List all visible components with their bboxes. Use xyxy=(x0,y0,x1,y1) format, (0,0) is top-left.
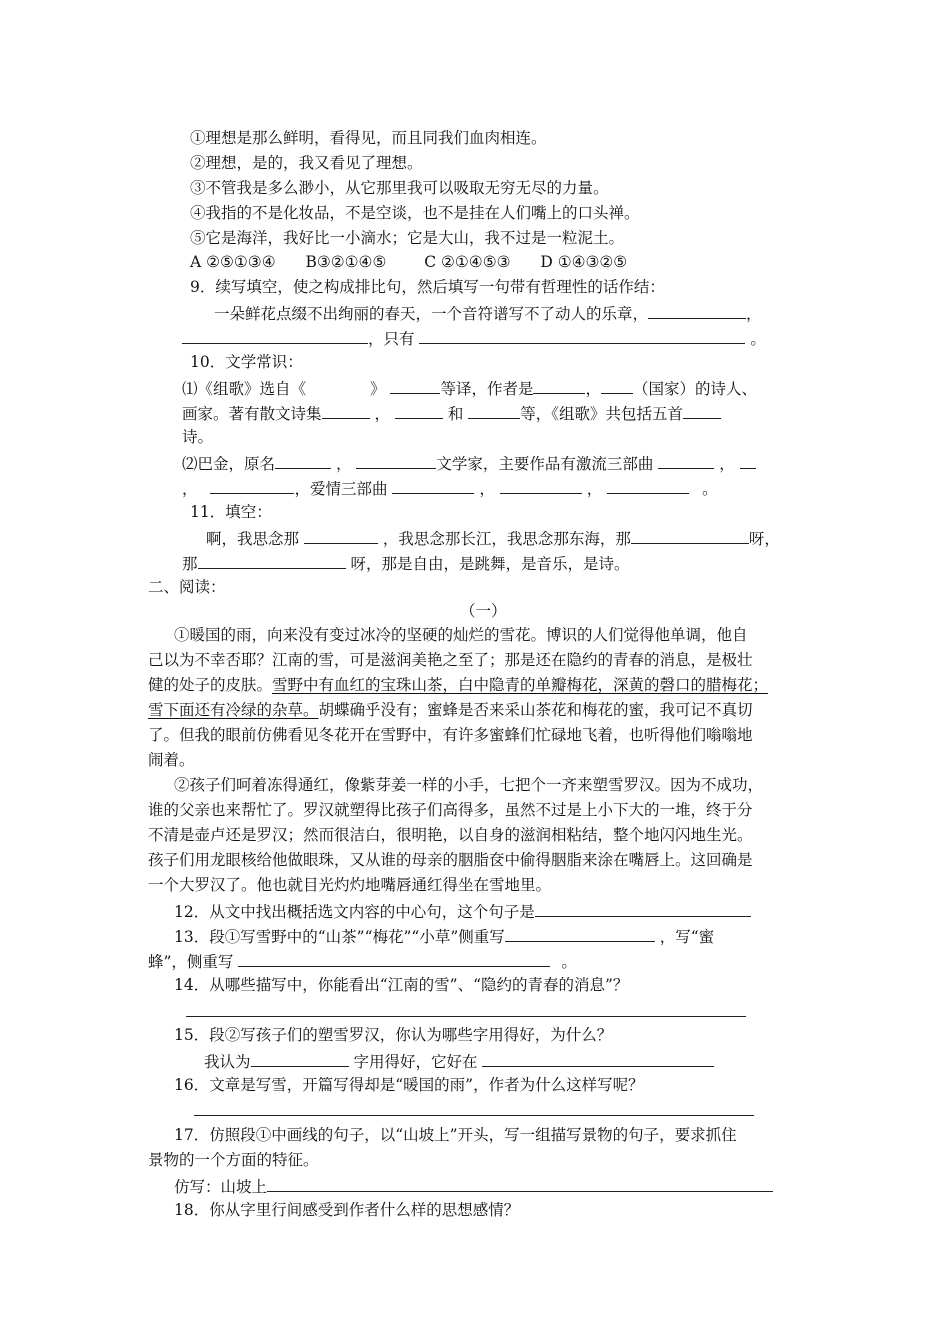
passage-line: 一个大罗汉了。他也就目光灼灼地嘴唇通红得坐在雪地里。 xyxy=(148,876,552,894)
q10-blank-torrent-2a[interactable] xyxy=(740,452,756,469)
q10-text: 等译，作者是 xyxy=(440,380,534,398)
q10-text: ， xyxy=(335,455,352,473)
q13-blank-2[interactable] xyxy=(238,950,550,967)
q11-text: 啊，我思念那 xyxy=(206,530,300,548)
q10-blank-love-1[interactable] xyxy=(392,477,474,494)
q10-text: ， xyxy=(479,480,495,498)
q8-sentence-4: ④我指的不是化妆品，不是空谈，也不是挂在人们嘴上的口头禅。 xyxy=(190,204,640,222)
q11-line-1 xyxy=(206,527,780,549)
q10-text: ⑵巴金，原名 xyxy=(182,455,276,473)
q12-blank[interactable] xyxy=(535,900,751,917)
q10-blank-era[interactable] xyxy=(356,452,436,469)
q10-text: ， xyxy=(719,455,735,473)
q8-option-d: D ①④③②⑤ xyxy=(540,253,628,271)
passage-line: 了。但我的眼前仿佛看见冬花开在雪野中，有许多蜜蜂们忙碌地飞着，也听得他们嗡嗡地 xyxy=(148,726,753,744)
q12-text: 12．从文中找出概括选文内容的中心句，这个句子是 xyxy=(174,903,535,921)
q15-text: 字用得好，它好在 xyxy=(353,1053,478,1071)
q9-text: 一朵鲜花点缀不出绚丽的春天，一个音符谱写不了动人的乐章， xyxy=(214,305,649,323)
q8-sentence-1: ①理想是那么鲜明，看得见，而且同我们血肉相连。 xyxy=(190,129,547,147)
q10-text: ， xyxy=(585,380,601,398)
q10-text: ，爱情三部曲 xyxy=(294,480,388,498)
q8-sentence-5: ⑤它是海洋，我好比一小滴水；它是大山，我不过是一粒泥土。 xyxy=(190,229,625,247)
q9-line-2 xyxy=(182,327,766,349)
passage-line: 不清是壶卢还是罗汉；然而很洁白，很明艳，以自身的滋润相粘结，整个地闪闪地生光。 xyxy=(148,826,753,844)
q10-title: 10．文学常识： xyxy=(190,353,303,371)
q10-p1-line-2 xyxy=(182,402,721,424)
q10-text: 。 xyxy=(702,480,718,498)
q10-blank-love-2[interactable] xyxy=(500,477,582,494)
q10-p1-line-1 xyxy=(182,377,757,399)
q11-text: 那 xyxy=(182,555,198,573)
q8-options xyxy=(190,252,627,272)
q14-text: 14．从哪些描写中，你能看出“江南的雪”、“隐约的青春的消息”？ xyxy=(174,976,629,994)
q11-text: 呀，那是自由，是跳舞，是音乐，是诗。 xyxy=(350,555,630,573)
q10-blank-collection-3[interactable] xyxy=(468,402,520,419)
q11-text: ，我思念那长江，我思念那东海，那 xyxy=(382,530,631,548)
q10-blank-translator[interactable] xyxy=(390,377,440,394)
q10-text: 和 xyxy=(447,405,464,423)
q18-text: 18．你从字里行间感受到作者什么样的思想感情？ xyxy=(174,1201,520,1219)
q10-blank-realname[interactable] xyxy=(275,452,331,469)
q9-only: ，只有 xyxy=(368,330,415,348)
q17-blank[interactable] xyxy=(267,1175,773,1192)
q9-title: 9．续写填空，使之构成排比句，然后填写一句带有哲理性的话作结： xyxy=(190,278,665,296)
q10-text: 画家。著有散文诗集 xyxy=(182,405,322,423)
q13-text: ，写“蜜 xyxy=(659,928,715,946)
q9-blank-3[interactable] xyxy=(419,327,745,344)
passage-line: 孩子们用龙眼核给他做眼珠，又从谁的母亲的胭脂奁中偷得胭脂来涂在嘴唇上。这回确是 xyxy=(148,851,753,869)
passage-line: 闹着。 xyxy=(148,751,195,769)
q11-blank-1[interactable] xyxy=(304,527,378,544)
q10-blank-country[interactable] xyxy=(601,377,633,394)
passage-line: 谁的父亲也来帮忙了。罗汉就塑得比孩子们高得多，虽然不过是上小下大的一堆，终于分 xyxy=(148,801,753,819)
q11-blank-2[interactable] xyxy=(631,527,749,544)
q10-text: ⑴《组歌》选自《 xyxy=(182,380,307,398)
q10-text: 》 xyxy=(370,380,386,398)
passage-line xyxy=(148,700,753,720)
q10-p2-line-2 xyxy=(182,477,718,499)
q9-end: 。 xyxy=(750,330,766,348)
q15-blank-2[interactable] xyxy=(482,1050,714,1067)
q17-line-2: 景物的一个方面的特征。 xyxy=(148,1151,319,1169)
passage-line: ①暖国的雨，向来没有变过冰冷的坚硬的灿烂的雪花。博识的人们觉得他单调，他自 xyxy=(174,626,748,644)
q11-blank-3[interactable] xyxy=(198,552,346,569)
q10-blank-torrent-3[interactable] xyxy=(210,477,294,494)
q13-text: 13．段①写雪野中的“山茶”“梅花”“小草”侧重写 xyxy=(174,928,505,946)
q8-sentence-2: ②理想，是的，我又看见了理想。 xyxy=(190,154,423,172)
q16-text: 16．文章是写雪，开篇写得却是“暖国的雨”，作者为什么这样写呢？ xyxy=(174,1076,644,1094)
q11-line-2 xyxy=(182,552,629,574)
q15-answer-line xyxy=(204,1050,714,1072)
q10-text: （国家）的诗人、 xyxy=(633,380,758,398)
q10-p1-line-3: 诗。 xyxy=(182,428,214,446)
q13-text: 。 xyxy=(561,953,577,971)
q15-text: 我认为 xyxy=(204,1053,251,1071)
q17-text: 仿写：山坡上 xyxy=(174,1178,268,1196)
q10-blank-collection-2[interactable] xyxy=(395,402,443,419)
q17-line-3 xyxy=(174,1175,773,1197)
q11-text: 呀， xyxy=(748,530,780,548)
q10-blank-collection-1[interactable] xyxy=(322,402,370,419)
passage-line: 己以为不幸否耶？江南的雪，可是滋润美艳之至了；那是还在隐约的青春的消息，是极壮 xyxy=(148,651,753,669)
passage-text: 胡蝶确乎没有；蜜蜂是否来采山茶花和梅花的蜜，我可记不真切 xyxy=(318,701,753,719)
underlined-sentence: 雪下面还有冷绿的杂草。 xyxy=(148,701,319,719)
underlined-sentence: 雪野中有血红的宝珠山茶，白中隐青的单瓣梅花，深黄的磬口的腊梅花； xyxy=(272,676,769,694)
q14-answer-line[interactable] xyxy=(186,1016,746,1017)
q10-text: ， xyxy=(182,480,198,498)
q13-blank-1[interactable] xyxy=(505,925,655,942)
q15-blank-1[interactable] xyxy=(251,1050,349,1067)
q10-text: 等，《组歌》共包括五首 xyxy=(520,405,684,423)
section-heading: 二、阅读： xyxy=(148,578,226,596)
q10-blank-love-3[interactable] xyxy=(607,477,689,494)
q11-title: 11．填空： xyxy=(190,503,272,521)
q10-text: ， xyxy=(586,480,603,498)
q15-title: 15．段②写孩子们的塑雪罗汉，你认为哪些字用得好，为什么？ xyxy=(174,1026,613,1044)
passage-line: ②孩子们呵着冻得通红，像紫芽姜一样的小手，七把个一齐来塑雪罗汉。因为不成功， xyxy=(174,776,764,794)
q10-blank-torrent-1[interactable] xyxy=(658,452,714,469)
q10-text: 文学家，主要作品有激流三部曲 xyxy=(436,455,654,473)
q10-blank-count[interactable] xyxy=(683,402,721,419)
passage-line xyxy=(148,675,768,695)
q9-blank-1[interactable] xyxy=(648,302,746,319)
q8-sentence-3: ③不管我是多么渺小，从它那里我可以吸取无穷无尽的力量。 xyxy=(190,179,609,197)
q13-text: 蜂”，侧重写 xyxy=(148,953,234,971)
q17-line-1: 17．仿照段①中画线的句子，以“山坡上”开头，写一组描写景物的句子，要求抓住 xyxy=(174,1126,737,1144)
q8-option-b: B③②①④⑤ xyxy=(305,253,387,271)
q12-line xyxy=(174,900,751,922)
q9-comma: ， xyxy=(746,305,762,323)
q8-option-c: C ②①④⑤③ xyxy=(424,253,511,271)
q10-p2-line-1 xyxy=(182,452,756,474)
q13-line-2 xyxy=(148,950,577,972)
subsection-heading: （一） xyxy=(460,602,507,620)
q9-blank-2[interactable] xyxy=(182,327,368,344)
q13-line-1 xyxy=(174,925,714,947)
q16-answer-line[interactable] xyxy=(194,1115,754,1116)
q10-text: ， xyxy=(374,405,390,423)
q8-option-a: A ②⑤①③④ xyxy=(190,253,276,271)
q10-blank-author[interactable] xyxy=(533,377,585,394)
passage-text: 健的处子的皮肤。 xyxy=(148,676,273,694)
q9-line-1 xyxy=(214,302,762,324)
